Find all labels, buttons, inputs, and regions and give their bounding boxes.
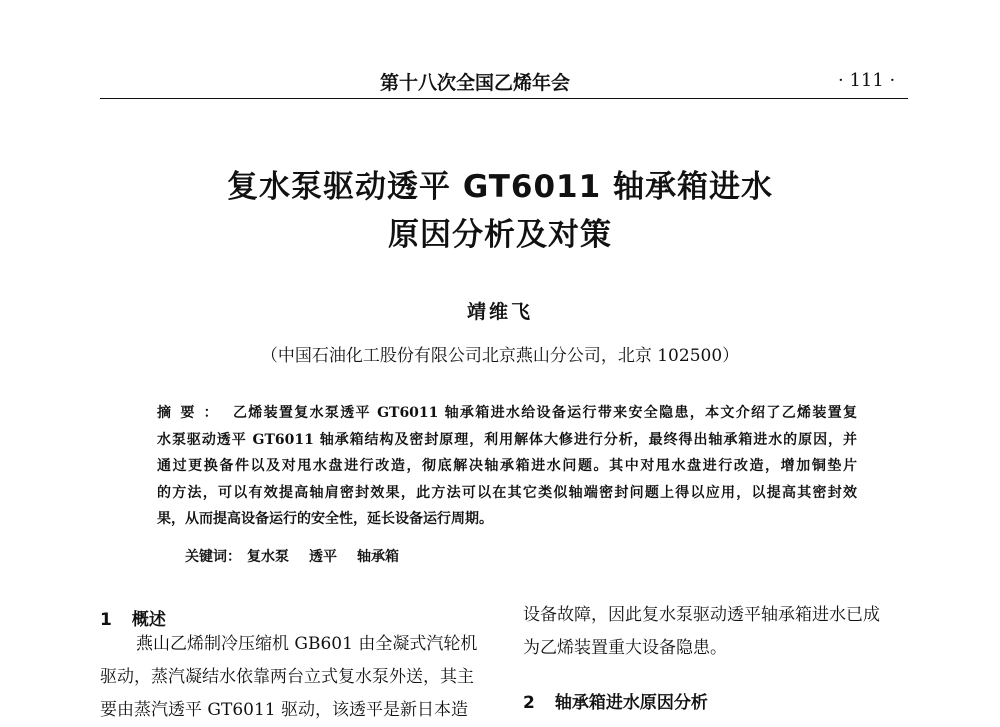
body-line: 为乙烯装置重大设备隐患。 [523,638,727,658]
body-line: 设备故障，因此复水泵驱动透平轴承箱进水已成 [523,605,880,625]
keywords [185,546,413,566]
right-column-text [523,599,915,720]
abstract-line: 水泵驱动透平 GT6011 轴承箱结构及密封原理，利用解体大修进行分析，最终得出轴承箱进水的原因，并 [157,431,857,448]
abstract [157,400,857,533]
paper-title-line-2: 原因分析及对策 [388,217,612,253]
left-column-text [100,628,500,727]
abstract-label: 摘要： [157,405,227,421]
body-line: 驱动，蒸汽凝结水依靠两台立式复水泵外送，其主 [100,667,474,687]
keyword: 复水泵 [247,549,289,565]
abstract-line: 摘要： 乙烯装置复水泵透平 GT6011 轴承箱进水给设备运行带来安全隐患，本文介绍了乙烯装置复 [157,405,857,421]
section-2-title: 轴承箱进水原因分析 [554,693,708,713]
paper-title-line-1: 复水泵驱动透平 GT6011 轴承箱进水 [227,169,773,205]
body-line: 燕山乙烯制冷压缩机 GB601 由全凝式汽轮机 [136,634,478,654]
page-number: · 111 · [838,70,896,91]
section-1-heading [100,605,166,630]
body-line: 要由蒸汽透平 GT6011 驱动，该透平是新日本造 [100,700,468,720]
affiliation: （中国石油化工股份有限公司北京燕山分公司，北京 102500） [260,346,740,366]
keyword: 透平 [309,549,337,565]
header-rule [100,98,908,99]
keywords-label: 关键词： [185,549,241,565]
abstract-line: 的方法，可以有效提高轴肩密封效果，此方法可以在其它类似轴端密封问题上得以应用，以提高其密封效 [157,484,857,501]
journal-header: 第十八次全国乙烯年会 [380,72,571,94]
abstract-line: 通过更换备件以及对甩水盘进行改造，彻底解决轴承箱进水问题。其中对甩水盘进行改造，增加铜垫片 [157,458,857,474]
keyword: 轴承箱 [357,549,399,565]
abstract-line: 果，从而提高设备运行的安全性，延长设备运行周期。 [157,511,493,527]
section-1-title: 概述 [131,610,166,630]
section-2-number: 2 [523,693,535,713]
author: 靖维飞 [466,301,533,323]
section-1-number: 1 [100,610,112,630]
